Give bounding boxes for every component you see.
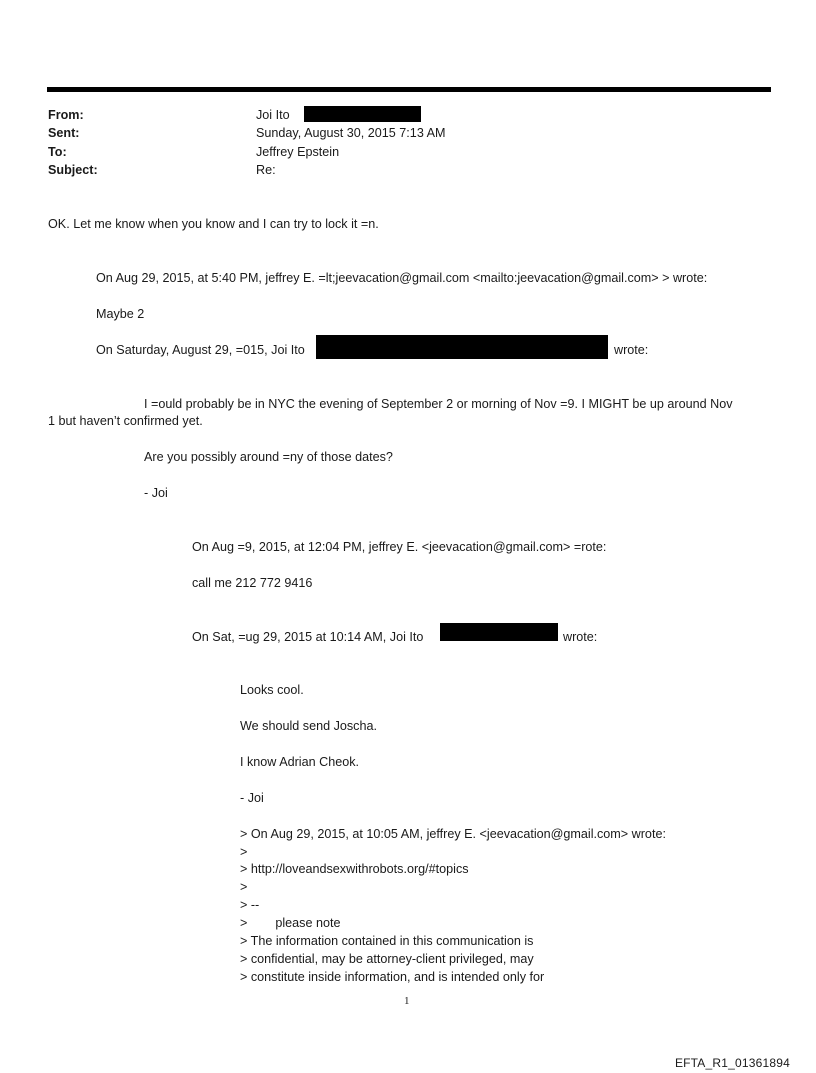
- quote4-sign: - Joi: [240, 791, 264, 805]
- quote5-line: > On Aug 29, 2015, at 10:05 AM, jeffrey E. <jeevacation@gmail.com> wrote:: [240, 827, 666, 841]
- quote2-line3: Are you possibly around =ny of those dates?: [144, 450, 393, 464]
- subject-value: Re:: [256, 163, 276, 177]
- document-id: EFTA_R1_01361894: [674, 1056, 790, 1070]
- sent-label: Sent:: [48, 126, 80, 140]
- reply-text: OK. Let me know when you know and I can try to lock it =n.: [48, 217, 379, 231]
- to-label: To:: [48, 145, 67, 159]
- redaction-block: [316, 335, 608, 359]
- quote5-line: > please note: [240, 916, 341, 930]
- quote4-header-after: wrote:: [563, 630, 598, 644]
- header-rule: [47, 87, 771, 92]
- subject-label: Subject:: [48, 163, 98, 177]
- quote1-text: Maybe 2: [96, 307, 145, 321]
- from-value: Joi Ito: [256, 108, 290, 122]
- from-label: From:: [48, 108, 84, 122]
- quote5-line: > http://loveandsexwithrobots.org/#topics: [240, 862, 469, 876]
- quote2-header-after: wrote:: [614, 343, 649, 357]
- redaction-block: [304, 106, 421, 122]
- quote2-line1: I =ould probably be in NYC the evening of September 2 or morning of Nov =9. I MIGHT be up around Nov: [144, 397, 733, 411]
- quote4-line2: We should send Joscha.: [240, 719, 377, 733]
- quote4-line1: Looks cool.: [240, 683, 304, 697]
- quote5-line: > --: [240, 898, 260, 912]
- quote3-text: call me 212 772 9416: [192, 576, 313, 590]
- quote4-header-before: On Sat, =ug 29, 2015 at 10:14 AM, Joi Ito: [192, 630, 424, 644]
- redaction-block: [440, 623, 558, 641]
- sent-value: Sunday, August 30, 2015 7:13 AM: [256, 126, 446, 140]
- page-number: 1: [404, 995, 410, 1007]
- quote2-header-before: On Saturday, August 29, =015, Joi Ito: [96, 343, 305, 357]
- to-value: Jeffrey Epstein: [256, 145, 340, 159]
- quote2-sign: - Joi: [144, 486, 168, 500]
- quote1-header: On Aug 29, 2015, at 5:40 PM, jeffrey E. =lt;jeevacation@gmail.com <mailto:jeevacation@gmail.com> > wrote:: [96, 271, 708, 285]
- quote5-line: >: [240, 880, 248, 894]
- quote5-line: > constitute inside information, and is intended only for: [240, 970, 545, 984]
- quote3-header: On Aug =9, 2015, at 12:04 PM, jeffrey E. <jeevacation@gmail.com> =rote:: [192, 540, 607, 554]
- quote5-line: > The information contained in this communication is: [240, 934, 534, 948]
- quote4-line3: I know Adrian Cheok.: [240, 755, 360, 769]
- quote5-line: > confidential, may be attorney-client privileged, may: [240, 952, 534, 966]
- quote2-line2: 1 but haven’t confirmed yet.: [48, 414, 203, 428]
- quote5-line: >: [240, 845, 248, 859]
